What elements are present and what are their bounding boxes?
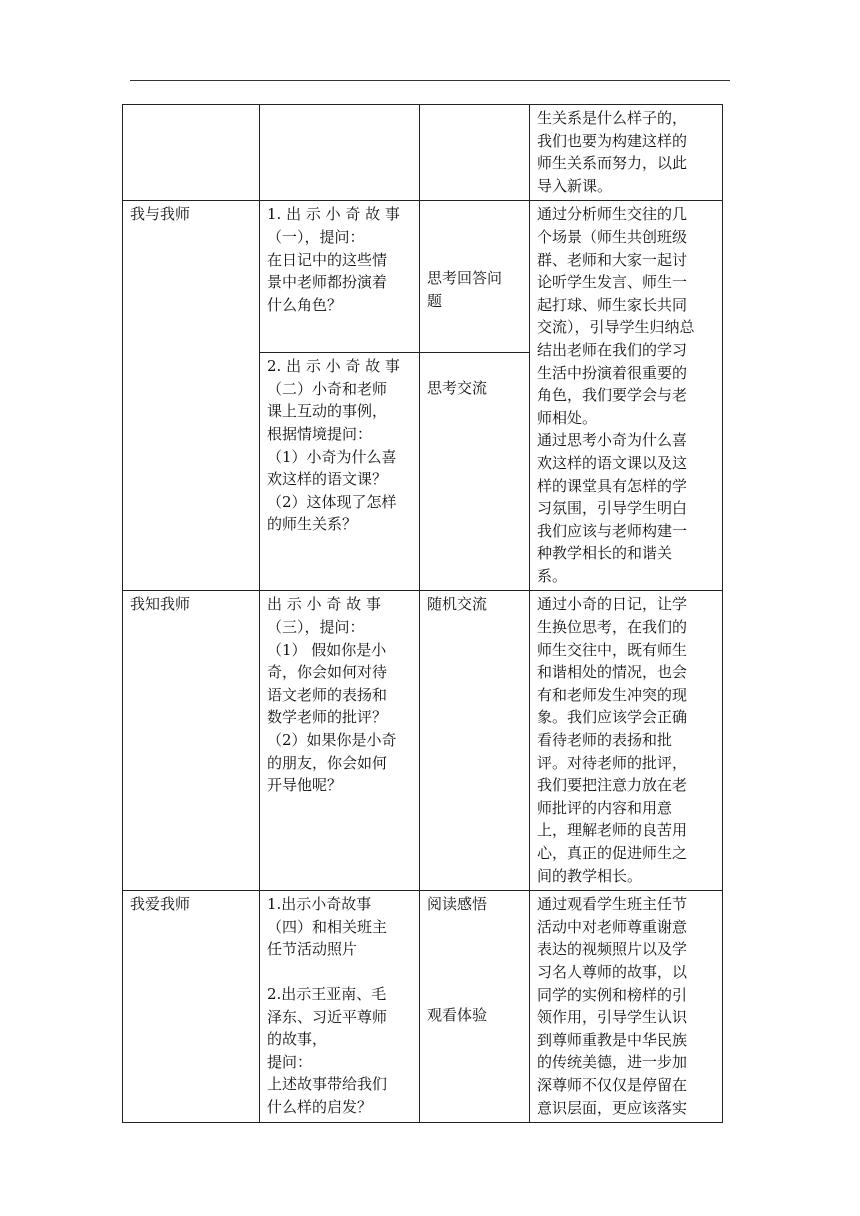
section-title: 我与我师 — [130, 205, 191, 224]
table-row — [123, 201, 723, 353]
text-line: 通过思考小奇为什么喜 — [537, 431, 688, 450]
student-cell — [420, 891, 530, 1123]
text-line: 到尊师重教是中华民族 — [537, 1030, 688, 1049]
text-line: 种教学相长的和谐关 — [537, 544, 673, 563]
activity-cell — [260, 591, 420, 891]
text-line: 和谐相处的情况，也会 — [537, 663, 688, 682]
text-line: 随机交流 — [427, 595, 488, 614]
text-line: 任节活动照片 — [267, 940, 358, 959]
text-line: 上，理解老师的良苦用 — [537, 821, 688, 840]
table-row — [123, 891, 723, 1123]
text-line: 思考交流 — [427, 379, 488, 398]
paragraph-gap — [267, 961, 412, 983]
text-line: 活动中对老师尊重谢意 — [537, 917, 688, 936]
student-cell — [420, 201, 530, 353]
text-line: 角色，我们要学会与老 — [537, 386, 688, 405]
table-row — [123, 105, 723, 201]
section-title: 我爱我师 — [130, 895, 191, 914]
text-line: 提问： — [267, 1052, 313, 1071]
text-line: 在日记中的这些情 — [267, 250, 388, 269]
text-line: 生关系是什么样子的， — [537, 109, 688, 127]
text-line: （三），提问： — [267, 618, 365, 637]
table-row — [123, 591, 723, 891]
header-rule — [130, 80, 730, 81]
text-line: 通过分析师生交往的几 — [537, 205, 688, 224]
text-line: 的故事， — [267, 1030, 328, 1049]
text-line: 题 — [427, 291, 443, 310]
text-line: 通过小奇的日记，让学 — [537, 595, 688, 614]
text-line: （1） 假如你是小 — [267, 640, 387, 659]
text-line: 我们要把注意力放在老 — [537, 776, 688, 795]
text-line: 我们也要为构建这样的 — [537, 131, 688, 150]
text-line: 群、老师和大家一起讨 — [537, 250, 688, 269]
text-line: 起打球、师生家长共同 — [537, 295, 688, 314]
text-line: （2）这体现了怎样 — [267, 492, 397, 511]
text-line: 间的教学相长。 — [537, 866, 643, 885]
spacer — [427, 916, 522, 1004]
text-line: 什么角色？ — [267, 295, 343, 314]
text-line: 的传统美德，进一步加 — [537, 1053, 688, 1072]
text-line: 评。对待老师的批评， — [537, 753, 688, 772]
text-line: 习氛围，引导学生明白 — [537, 499, 688, 518]
section-cell — [123, 201, 260, 591]
text-line: 景中老师都扮演着 — [267, 273, 388, 292]
text-line: 什么样的启发？ — [267, 1097, 373, 1116]
text-line: 泽东、习近平尊师 — [267, 1007, 388, 1026]
text-line: 论听学生发言、师生一 — [537, 273, 688, 292]
text-line: 个场景（师生共创班级 — [537, 227, 688, 246]
text-line: 2.出示王亚南、毛 — [267, 984, 387, 1003]
purpose-cell — [530, 105, 723, 201]
text-line: 上述故事带给我们 — [267, 1075, 388, 1094]
text-line: 课上互动的事例， — [267, 402, 388, 421]
text-line: （1）小奇为什么喜 — [267, 447, 397, 466]
text-line: 系。 — [537, 566, 568, 585]
activity-cell — [260, 201, 420, 353]
text-line: 2. 出 示 小 奇 故 事 — [267, 357, 400, 376]
text-line: 观看体验 — [427, 1005, 488, 1024]
purpose-cell — [530, 891, 723, 1123]
student-cell — [420, 105, 530, 201]
section-cell — [123, 891, 260, 1123]
section-cell — [123, 105, 260, 201]
text-line: 深尊师不仅仅是停留在 — [537, 1075, 688, 1094]
text-line: 数学老师的批评？ — [267, 708, 388, 727]
text-line: 欢这样的语文课以及这 — [537, 453, 688, 472]
text-line: 师相处。 — [537, 408, 598, 427]
text-line: 习名人尊师的故事，以 — [537, 962, 688, 981]
text-line: 结出老师在我们的学习 — [537, 340, 688, 359]
activity-cell — [260, 105, 420, 201]
purpose-cell — [530, 201, 723, 591]
text-line: 生换位思考，在我们的 — [537, 618, 688, 637]
text-line: 师生交往中，既有师生 — [537, 640, 688, 659]
text-line: 心，真正的促进师生之 — [537, 844, 688, 862]
text-line: 意识层面，更应该落实 — [537, 1098, 688, 1117]
text-line: 出 示 小 奇 故 事 — [267, 595, 381, 614]
section-title: 我知我师 — [130, 595, 191, 614]
text-line: 通过观看学生班主任节 — [537, 895, 688, 914]
activity-cell — [260, 891, 420, 1123]
text-line: 开导他呢？ — [267, 776, 343, 795]
text-line: 的师生关系？ — [267, 515, 358, 534]
text-line: 1. 出 示 小 奇 故 事 — [267, 205, 400, 224]
text-line: 样的课堂具有怎样的学 — [537, 476, 688, 495]
text-line: 看待老师的表扬和批 — [537, 731, 673, 750]
text-line: 根据情境提问： — [267, 424, 373, 443]
text-line: 领作用，引导学生认识 — [537, 1008, 688, 1027]
text-line: 交流），引导学生归纳总 — [537, 318, 695, 337]
text-line: 师生关系而努力，以此 — [537, 154, 688, 173]
student-cell — [420, 353, 530, 591]
text-line: 表达的视频照片以及学 — [537, 940, 688, 959]
text-line: 象。我们应该学会正确 — [537, 708, 688, 727]
text-line: 同学的实例和榜样的引 — [537, 985, 688, 1004]
text-line: 语文老师的表扬和 — [267, 685, 388, 704]
text-line: 思考回答问 — [427, 269, 503, 288]
text-line: 奇，你会如何对待 — [267, 663, 388, 682]
section-cell — [123, 591, 260, 891]
student-cell — [420, 591, 530, 891]
text-line: 导入新课。 — [537, 176, 613, 195]
text-line: 欢这样的语文课？ — [267, 470, 388, 489]
purpose-cell — [530, 591, 723, 891]
text-line: 有和老师发生冲突的现 — [537, 685, 688, 704]
text-line: （二）小奇和老师 — [267, 379, 388, 398]
text-line: （四）和相关班主 — [267, 917, 388, 936]
text-line: 阅读感悟 — [427, 895, 488, 914]
text-line: 生活中扮演着很重要的 — [537, 363, 688, 382]
text-line: 我们应该与老师构建一 — [537, 521, 688, 540]
text-line: （2）如果你是小奇 — [267, 731, 397, 750]
text-line: （一），提问： — [267, 227, 365, 246]
activity-cell — [260, 353, 420, 591]
text-line: 1.出示小奇故事 — [267, 895, 372, 914]
text-line: 的朋友，你会如何 — [267, 753, 388, 772]
text-line: 师批评的内容和用意 — [537, 798, 673, 817]
lesson-plan-table — [122, 104, 723, 1123]
